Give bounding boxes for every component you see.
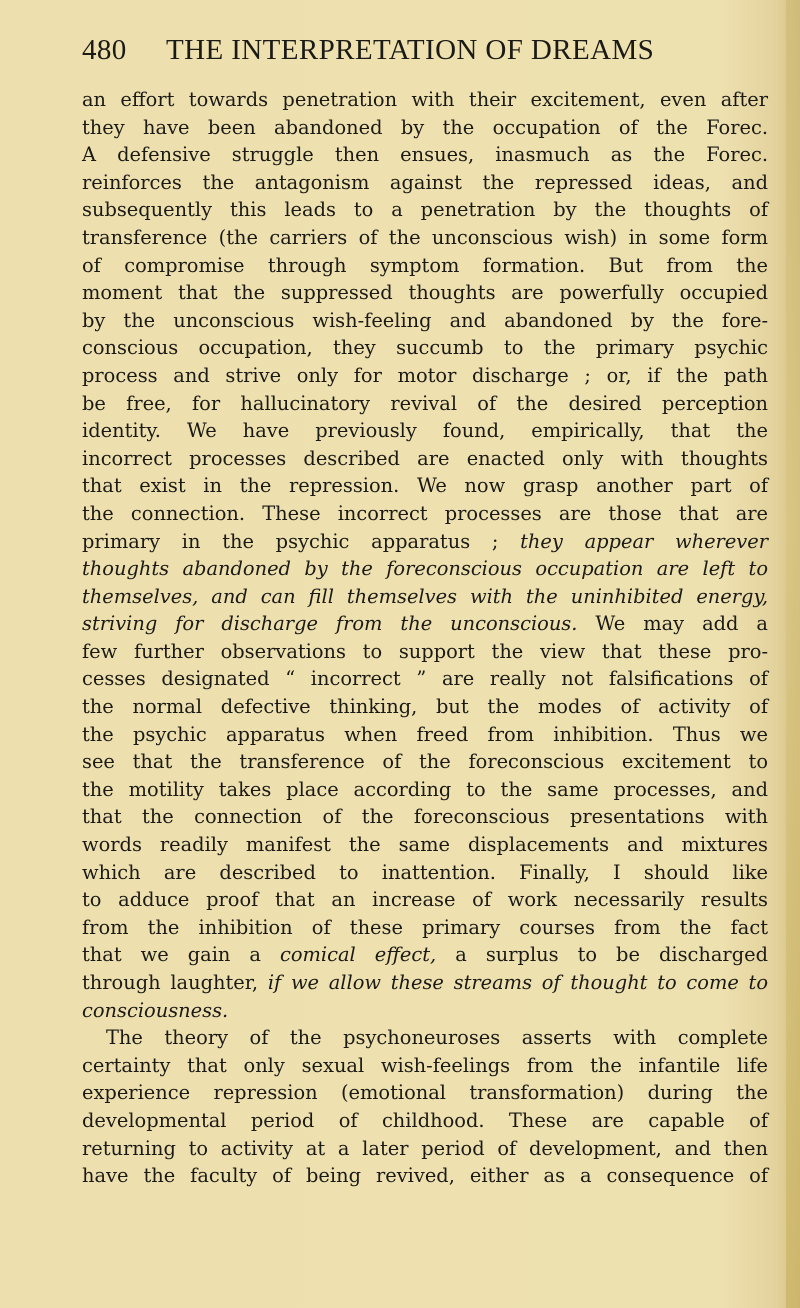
text-line: subsequently this leads to a penetration by the thoughts of [82,198,768,222]
text-line: that the connection of the foreconscious presentations with [82,805,768,829]
body-text [82,86,768,1190]
text-line: that exist in the repression. We now grasp another part of [82,474,768,498]
text-line: be free, for hallucinatory revival of the desired perception [82,391,768,415]
text-line: an effort towards penetration with their excitement, even after [82,88,768,111]
text-line-mixed [82,941,768,969]
italic-text: they appear wherever [520,529,768,553]
roman-text: primary in the psychic apparatus ; [82,529,499,553]
paragraph-2-line: experience repression (emotional transformation) during the [82,1081,768,1105]
text-line: by the unconscious wish-feeling and abandoned by the fore- [82,308,768,332]
text-line-mixed [82,969,768,997]
text-line: the normal defective thinking, but the modes of activity of [82,695,768,719]
italic-text: striving for discharge from the unconscious. [82,612,578,636]
text-line: few further observations to support the view that these pro- [82,639,768,663]
text-line: they have been abandoned by the occupation of the Forec. [82,115,768,139]
text-line: the psychic apparatus when freed from inhibition. Thus we [82,722,768,746]
roman-text: a surplus to be discharged [455,943,768,967]
text-line: to adduce proof that an increase of work necessarily results [82,888,768,912]
italic-text: thoughts abandoned by the foreconscious occupation are left to [82,557,768,581]
text-line: from the inhibition of these primary courses from the fact [82,915,768,939]
paragraph-2-line: developmental period of childhood. These are capable of [82,1108,768,1132]
text-line-italic [82,555,768,583]
roman-text: We may add a [595,612,768,636]
text-line: the motility takes place according to the same processes, and [82,777,768,801]
text-line: cesses designated “ incorrect ” are really not falsifications of [82,667,768,691]
italic-text: if we allow these streams of thought to come to [267,971,769,994]
paragraph-2-line: have the faculty of being revived, either as a consequence of [82,1164,768,1188]
paragraph-2-line: returning to activity at a later period of development, and then [82,1136,768,1160]
text-line: reinforces the antagonism against the repressed ideas, and [82,170,768,194]
text-line: A defensive struggle then ensues, inasmuch as the Forec. [82,143,768,167]
paragraph-2-line: certainty that only sexual wish-feelings from the infantile life [82,1053,768,1077]
text-line: of compromise through symptom formation. But from the [82,253,768,277]
text-line: words readily manifest the same displacements and mixtures [82,833,768,857]
italic-text: themselves, and can fill themselves with the uninhibited energy, [82,584,768,608]
text-line: transference (the carriers of the unconscious wish) in some form [82,225,768,249]
text-line-italic [82,583,768,611]
running-head: THE INTERPRETATION OF DREAMS [166,34,655,66]
text-line-italic [82,997,768,1025]
page-number: 480 [82,34,127,66]
page-edge-stain [786,0,800,1308]
text-line: process and strive only for motor discharge ; or, if the path [82,363,768,387]
text-line-mixed [82,610,768,638]
text-line: see that the transference of the foreconscious excitement to [82,750,768,774]
page-header [82,30,772,74]
text-line: the connection. These incorrect processes are those that are [82,501,768,525]
roman-text: through laughter, [82,971,259,994]
italic-text: consciousness. [82,998,229,1022]
roman-text: that we gain a [82,943,261,967]
text-line-mixed [82,528,768,556]
italic-text: comical effect, [279,943,437,967]
text-line: moment that the suppressed thoughts are powerfully occupied [82,281,768,305]
text-line: which are described to inattention. Finally, I should like [82,860,768,884]
paragraph-2-line: The theory of the psychoneuroses asserts with complete [106,1026,768,1050]
text-line: identity. We have previously found, empirically, that the [82,419,768,443]
text-line: conscious occupation, they succumb to the primary psychic [82,336,768,360]
text-line: incorrect processes described are enacted only with thoughts [82,446,768,470]
